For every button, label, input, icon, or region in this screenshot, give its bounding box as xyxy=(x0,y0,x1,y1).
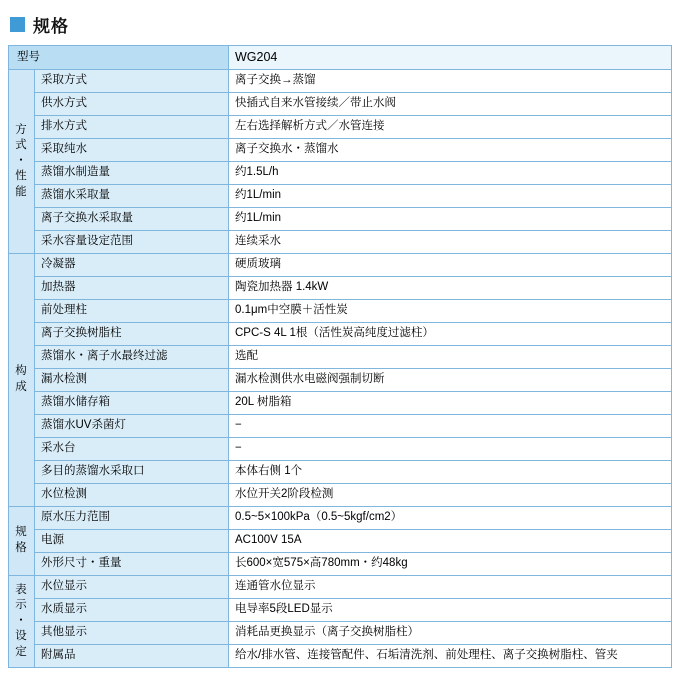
row-value: 左右选择解析方式／水管连接 xyxy=(229,115,672,138)
row-label: 供水方式 xyxy=(35,92,229,115)
group-label-cell: 方 式 ・ 性 能 xyxy=(9,69,35,253)
table-row xyxy=(9,414,672,437)
row-label: 蒸馏水UV杀菌灯 xyxy=(35,414,229,437)
row-value: AC100V 15A xyxy=(229,529,672,552)
row-label: 水位检测 xyxy=(35,483,229,506)
table-row xyxy=(9,184,672,207)
row-value: − xyxy=(229,437,672,460)
row-value: 离子交换水・蒸馏水 xyxy=(229,138,672,161)
table-row xyxy=(9,253,672,276)
row-value: − xyxy=(229,414,672,437)
group-label-cell: 构 成 xyxy=(9,253,35,506)
row-value: 连续采水 xyxy=(229,230,672,253)
table-row xyxy=(9,230,672,253)
table-row xyxy=(9,138,672,161)
row-value: 硬质玻璃 xyxy=(229,253,672,276)
table-row xyxy=(9,575,672,598)
row-value: 约1L/min xyxy=(229,184,672,207)
row-label: 前处理柱 xyxy=(35,299,229,322)
row-label: 冷凝器 xyxy=(35,253,229,276)
table-row xyxy=(9,598,672,621)
table-row xyxy=(9,299,672,322)
row-value: 陶瓷加热器 1.4kW xyxy=(229,276,672,299)
row-value: 电导率5段LED显示 xyxy=(229,598,672,621)
row-value: 20L 树脂箱 xyxy=(229,391,672,414)
table-row xyxy=(9,345,672,368)
row-label: 多目的蒸馏水采取口 xyxy=(35,460,229,483)
table-row xyxy=(9,276,672,299)
group-label-cell: 表 示 ・ 设 定 xyxy=(9,575,35,667)
row-label: 离子交换水采取量 xyxy=(35,207,229,230)
header-label-cell: 型号 xyxy=(9,46,229,70)
page-title xyxy=(10,12,671,37)
row-label: 电源 xyxy=(35,529,229,552)
row-label: 水质显示 xyxy=(35,598,229,621)
row-value: 离子交换→蒸馏 xyxy=(229,69,672,92)
row-label: 离子交换树脂柱 xyxy=(35,322,229,345)
table-row xyxy=(9,483,672,506)
row-value: 0.1μm中空膜＋活性炭 xyxy=(229,299,672,322)
row-value: 给水/排水管、连接管配件、石垢清洗剂、前处理柱、离子交换树脂柱、管夹 xyxy=(229,644,672,667)
table-row xyxy=(9,552,672,575)
row-value: 本体右侧 1个 xyxy=(229,460,672,483)
row-label: 采水容量设定范围 xyxy=(35,230,229,253)
row-label: 外形尺寸・重量 xyxy=(35,552,229,575)
table-row xyxy=(9,437,672,460)
row-label: 蒸馏水制造量 xyxy=(35,161,229,184)
row-value: 长600×宽575×高780mm・约48kg xyxy=(229,552,672,575)
row-value: CPC-S 4L 1根（活性炭高纯度过滤柱） xyxy=(229,322,672,345)
table-row xyxy=(9,92,672,115)
row-label: 蒸馏水储存箱 xyxy=(35,391,229,414)
table-row xyxy=(9,621,672,644)
row-label: 采水台 xyxy=(35,437,229,460)
title-marker-icon xyxy=(10,17,25,32)
table-row xyxy=(9,115,672,138)
row-value: 漏水检测供水电磁阀强制切断 xyxy=(229,368,672,391)
row-label: 原水压力范围 xyxy=(35,506,229,529)
row-value: 选配 xyxy=(229,345,672,368)
row-value: 连通管水位显示 xyxy=(229,575,672,598)
table-row xyxy=(9,368,672,391)
header-value-cell: WG204 xyxy=(229,46,672,70)
row-label: 蒸馏水采取量 xyxy=(35,184,229,207)
row-value: 消耗品更换显示（离子交换树脂柱） xyxy=(229,621,672,644)
table-row xyxy=(9,506,672,529)
row-label: 其他显示 xyxy=(35,621,229,644)
row-label: 漏水检测 xyxy=(35,368,229,391)
table-row xyxy=(9,161,672,184)
row-label: 蒸馏水・离子水最终过滤 xyxy=(35,345,229,368)
row-value: 约1.5L/h xyxy=(229,161,672,184)
group-label-cell: 规 格 xyxy=(9,506,35,575)
table-row xyxy=(9,529,672,552)
page-title-text: 规格 xyxy=(33,17,69,36)
row-value: 快插式自来水管接续／带止水阀 xyxy=(229,92,672,115)
row-label: 加热器 xyxy=(35,276,229,299)
row-value: 水位开关2阶段检测 xyxy=(229,483,672,506)
row-value: 约1L/min xyxy=(229,207,672,230)
table-row xyxy=(9,391,672,414)
table-header-row xyxy=(9,46,672,70)
table-row xyxy=(9,644,672,667)
table-row xyxy=(9,207,672,230)
row-label: 采取纯水 xyxy=(35,138,229,161)
row-label: 附属品 xyxy=(35,644,229,667)
row-label: 排水方式 xyxy=(35,115,229,138)
table-row xyxy=(9,69,672,92)
table-row xyxy=(9,322,672,345)
table-row xyxy=(9,460,672,483)
row-value: 0.5~5×100kPa（0.5~5kgf/cm2） xyxy=(229,506,672,529)
row-label: 采取方式 xyxy=(35,69,229,92)
specification-table xyxy=(8,45,672,668)
row-label: 水位显示 xyxy=(35,575,229,598)
